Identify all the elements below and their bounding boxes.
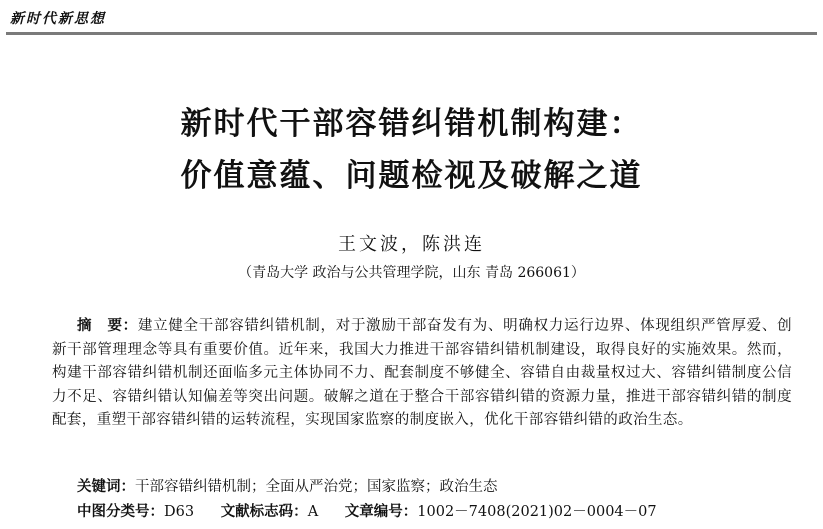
article-no-value: 1002－7408(2021)02－0004－07 xyxy=(417,504,657,520)
document-code xyxy=(221,504,318,520)
keywords xyxy=(77,475,498,496)
article-number xyxy=(345,504,657,520)
clc-value: D63 xyxy=(164,504,195,520)
running-header xyxy=(6,6,817,30)
clc-number xyxy=(77,504,194,520)
classification-line xyxy=(77,500,679,521)
authors: 王文波，陈洪连 xyxy=(338,234,485,255)
title-line-1: 新时代干部容错纠错机制构建： xyxy=(180,106,643,142)
abstract xyxy=(52,315,792,433)
affiliation: （青岛大学 政治与公共管理学院，山东 青岛 266061） xyxy=(238,265,585,281)
doc-code-value: A xyxy=(307,504,319,520)
keywords-label: 关键词： xyxy=(77,479,135,495)
abstract-text: 建立健全干部容错纠错机制，对于激励干部奋发有为、明确权力运行边界、体现组织严管厚爱、创新干部管理理念等具有重要价值。近年来，我国大力推进干部容错纠错机制建设，取得良好的实施效果。然而，构建干部容错纠错机制还面临多元主体协同不力、配套制度不够健全、容错自由裁量权过大、容错纠错制度公信力不足、容错纠错认知偏差等突出问题。破解之道在于整合干部容错纠错的资源力量，推进干部容错纠错的制度配套，重塑干部容错纠错的运转流程，实现国家监察的制度嵌入，优化干部容错纠错的政治生态。 xyxy=(52,318,792,428)
clc-label: 中图分类号： xyxy=(77,504,164,520)
article-title xyxy=(0,98,823,202)
title-line-2: 价值意蕴、问题检视及破解之道 xyxy=(180,158,643,194)
doc-code-label: 文献标志码： xyxy=(220,504,308,520)
article-no-label: 文章编号： xyxy=(344,504,418,520)
header-rule xyxy=(6,32,817,35)
abstract-label: 摘 要： xyxy=(77,318,138,334)
keywords-text: 干部容错纠错机制；全面从严治党；国家监察；政治生态 xyxy=(135,479,498,495)
journal-name: 新时代新思想 xyxy=(10,11,106,27)
